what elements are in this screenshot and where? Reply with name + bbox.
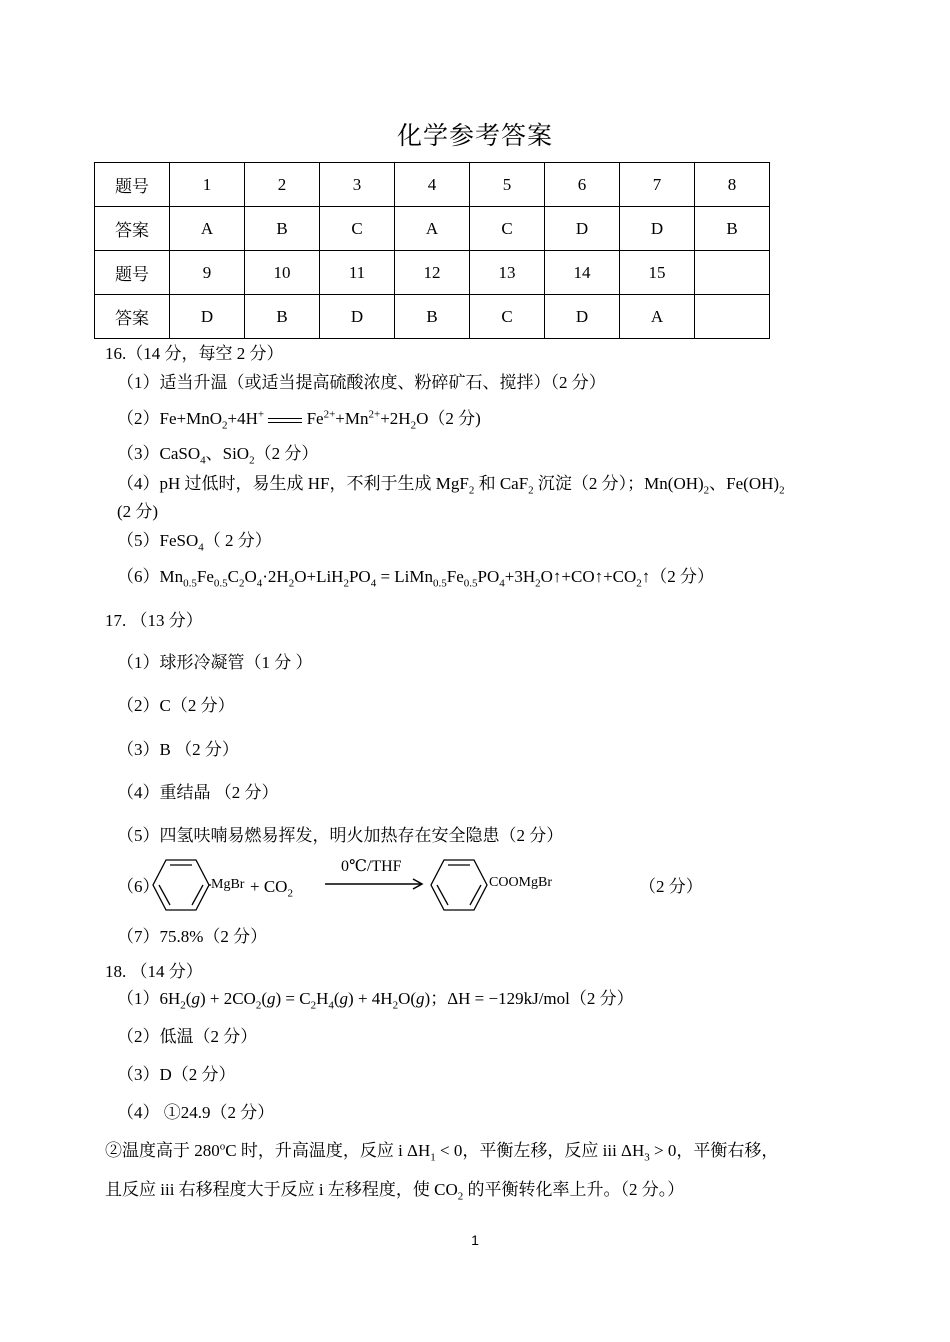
table-cell: 10 <box>245 251 320 295</box>
grignard-reaction-equation <box>117 852 817 916</box>
table-header-cell: 题号 <box>95 163 170 207</box>
q16-answer-5: （5）FeSO$_4$（ 2 分） <box>117 531 272 554</box>
table-row <box>95 251 770 295</box>
table-cell: A <box>620 295 695 339</box>
table-header-cell: 答案 <box>95 295 170 339</box>
page-title: 化学参考答案 <box>396 123 553 150</box>
table-cell: 13 <box>470 251 545 295</box>
table-cell: 7 <box>620 163 695 207</box>
table-cell: B <box>245 295 320 339</box>
table-cell <box>695 295 770 339</box>
q17-answer-5: （5）四氢呋喃易燃易挥发，明火加热存在安全隐患（2 分） <box>117 826 564 845</box>
table-row <box>95 295 770 339</box>
table-cell: C <box>470 295 545 339</box>
table-cell: 4 <box>395 163 470 207</box>
q16-answer-4: （4）pH 过低时，易生成 HF，不利于生成 MgF$_2$ 和 CaF$_2$ 沉淀（2 分）；$Mn(OH)_2$、$Fe(OH)_2$ <box>117 474 785 497</box>
q17-answer-1: （1）球形冷凝管（1 分 ） <box>117 653 313 672</box>
table-cell: C <box>320 207 395 251</box>
table-cell: D <box>320 295 395 339</box>
table-cell: B <box>395 295 470 339</box>
q18-answer-1: $(1)6H_2(g) + 2CO_2(g) = C_2H_4(g) + 4H_2O(g)$；ΔH = −129kJ/mol（2 分） <box>117 989 634 1012</box>
q16-answer-4-score: (2 分) <box>117 502 159 521</box>
q18-answer-3: （3）D（2 分） <box>117 1065 236 1084</box>
table-cell: D <box>545 207 620 251</box>
q18-answer-4: （4） ①24.9（2 分） <box>117 1103 275 1122</box>
q16-heading: 16.（14 分，每空 2 分） <box>105 344 284 363</box>
q17-answer-6-score: （2 分） <box>639 877 703 896</box>
q16-answer-1: （1）适当升温（或适当提高硫酸浓度、粉碎矿石、搅拌）（2 分） <box>117 373 606 392</box>
q17-answer-2: （2）C（2 分） <box>117 696 235 715</box>
reaction-condition-label: 0℃/THF <box>341 858 402 875</box>
table-cell: D <box>620 207 695 251</box>
table-cell: 9 <box>170 251 245 295</box>
q16-answer-6: $(6)Mn_{0.5}Fe_{0.5}C_2O_4\cdot 2H_2O+LiH_2PO_4$ = $LiMn_{0.5}Fe_{0.5}PO_4+3H_2O↑+CO↑+CO_2↑(2$ 分） <box>117 567 715 590</box>
q18-answer-4-2: ②温度高于 280$^o$C 时，升高温度，反应 i $\Delta H_1 < 0$，平衡左移，反应 iii $\Delta H_3 > 0$，平衡右移， <box>105 1140 779 1164</box>
table-cell: 12 <box>395 251 470 295</box>
table-row <box>95 163 770 207</box>
q18-answer-2: （2）低温（2 分） <box>117 1027 258 1046</box>
table-cell: D <box>170 295 245 339</box>
benzene-ring-icon <box>429 858 489 912</box>
table-cell: C <box>470 207 545 251</box>
q18-heading: 18. （14 分） <box>105 962 203 981</box>
q18-answer-4-3: 且反应 iii 右移程度大于反应 i 左移程度，使 $CO_2$ 的平衡转化率上升。（2 分。） <box>105 1180 685 1203</box>
reaction-arrow-icon <box>325 878 425 890</box>
table-row <box>95 207 770 251</box>
q17-answer-3: （3）B （2 分） <box>117 740 239 759</box>
table-cell <box>695 251 770 295</box>
table-cell: A <box>170 207 245 251</box>
reactant-mgbr-label: MgBr <box>211 877 245 892</box>
table-cell: 3 <box>320 163 395 207</box>
q17-heading: 17. （13 分） <box>105 611 203 630</box>
product-label: COOMgBr <box>489 875 553 890</box>
page-number: 1 <box>471 1232 479 1248</box>
table-cell: A <box>395 207 470 251</box>
table-cell: 8 <box>695 163 770 207</box>
table-cell: 2 <box>245 163 320 207</box>
table-cell: B <box>245 207 320 251</box>
table-cell: 11 <box>320 251 395 295</box>
table-cell: 1 <box>170 163 245 207</box>
table-header-cell: 题号 <box>95 251 170 295</box>
q17-answer-7: （7）75.8%（2 分） <box>117 927 268 946</box>
q16-answer-3: （3）CaSO$_4$、SiO$_2$（2 分） <box>117 444 319 467</box>
co2-reactant-label: + $CO_2$ <box>250 877 293 900</box>
table-header-cell: 答案 <box>95 207 170 251</box>
answer-table <box>94 162 770 339</box>
table-cell: 15 <box>620 251 695 295</box>
q16-answer-2: （2）Fe+MnO$_2$+4H+ $Fe^{2+}+Mn^{2+}+2H_2O(2$ 分) <box>117 408 481 432</box>
table-cell: D <box>545 295 620 339</box>
table-cell: 5 <box>470 163 545 207</box>
table-cell: 14 <box>545 251 620 295</box>
q17-answer-4: （4）重结晶 （2 分） <box>117 783 279 802</box>
q17-answer-6-label: （6） <box>117 877 160 896</box>
table-cell: 6 <box>545 163 620 207</box>
benzene-ring-icon <box>151 858 211 912</box>
table-cell: B <box>695 207 770 251</box>
